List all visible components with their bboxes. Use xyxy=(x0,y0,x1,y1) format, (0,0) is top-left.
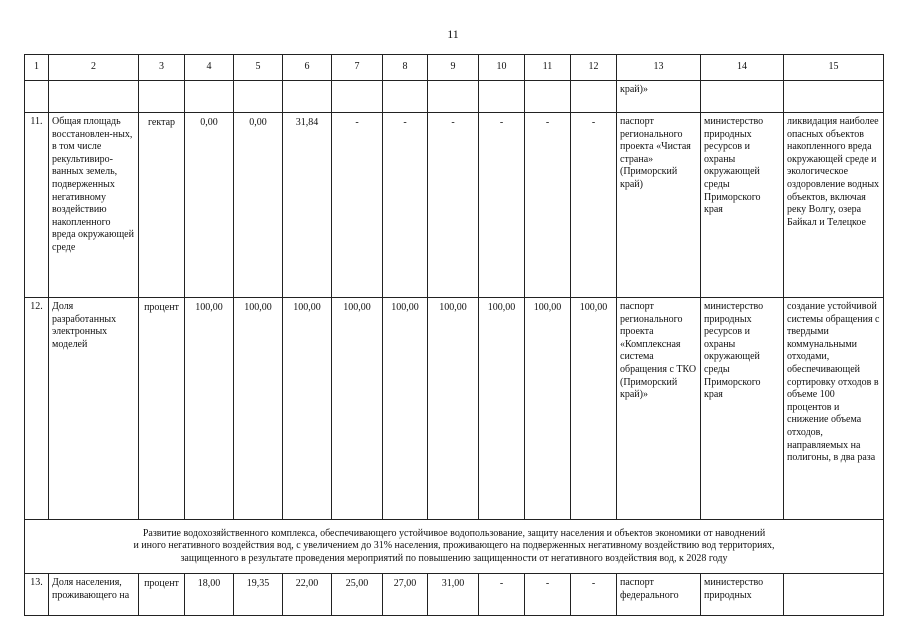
column-number-row xyxy=(25,55,884,81)
unit-cell: процент xyxy=(139,574,185,616)
value-cell: 0,00 xyxy=(185,113,234,298)
col-header-5: 5 xyxy=(234,55,283,81)
table-row xyxy=(25,298,884,520)
value-cell: - xyxy=(332,113,383,298)
source-cell: паспорт федерального xyxy=(617,574,701,616)
responsible-cell: министерство природных ресурсов и охраны окружающей среды Приморского края xyxy=(701,298,784,520)
indicator-name: Доля населения, проживающего на xyxy=(49,574,139,616)
value-cell: 100,00 xyxy=(383,298,428,520)
value-cell: 100,00 xyxy=(428,298,479,520)
unit-cell: процент xyxy=(139,298,185,520)
col-header-9: 9 xyxy=(428,55,479,81)
page-number: 11 xyxy=(447,27,459,41)
table-row xyxy=(25,113,884,298)
value-cell: - xyxy=(525,113,571,298)
col-header-10: 10 xyxy=(479,55,525,81)
source-cell: паспорт регионального проекта «Чистая страна» (Приморский край) xyxy=(617,113,701,298)
source-cell: паспорт регионального проекта «Комплексная система обращения с ТКО (Приморский край)» xyxy=(617,298,701,520)
row-number: 12. xyxy=(25,298,49,520)
value-cell: - xyxy=(571,113,617,298)
value-cell: 0,00 xyxy=(234,113,283,298)
value-cell: 22,00 xyxy=(283,574,332,616)
col-header-3: 3 xyxy=(139,55,185,81)
value-cell: 25,00 xyxy=(332,574,383,616)
col-header-11: 11 xyxy=(525,55,571,81)
value-cell: 19,35 xyxy=(234,574,283,616)
value-cell: 27,00 xyxy=(383,574,428,616)
col-header-4: 4 xyxy=(185,55,234,81)
value-cell: 100,00 xyxy=(185,298,234,520)
table-row xyxy=(25,574,884,616)
section-row xyxy=(25,520,884,574)
goal-cell xyxy=(784,574,884,616)
col-header-8: 8 xyxy=(383,55,428,81)
value-cell: - xyxy=(428,113,479,298)
value-cell: 100,00 xyxy=(234,298,283,520)
value-cell: - xyxy=(479,113,525,298)
section-title: Развитие водохозяйственного комплекса, обеспечивающего устойчивое водопользование, защиту населения и объектов экономики от наводнений и иного негативного воздействия вод, с увеличением до 31% населения, проживающего на подверженных негативному воздействию вод территориях, защищенного в результате проведения мероприятий по повышению защищенности от негативного воздействия вод, к 2028 году xyxy=(25,520,884,574)
goal-cell: ликвидация наиболее опасных объектов накопленного вреда окружающей среде и экологическое оздоровление водных объектов, включая реку Волгу, озера Байкал и Телецкое xyxy=(784,113,884,298)
col-header-6: 6 xyxy=(283,55,332,81)
indicators-table xyxy=(24,54,884,616)
value-cell: 100,00 xyxy=(332,298,383,520)
continuation-row xyxy=(25,81,884,113)
indicator-name: Общая площадь восстановлен-ных, в том числе рекультивиро-ванных земель, подверженных негативному воздействию накопленного вреда окружающей среде xyxy=(49,113,139,298)
value-cell: - xyxy=(383,113,428,298)
col-header-15: 15 xyxy=(784,55,884,81)
value-cell: 31,84 xyxy=(283,113,332,298)
value-cell: 100,00 xyxy=(283,298,332,520)
responsible-cell: министерство природных ресурсов и охраны окружающей среды Приморского края xyxy=(701,113,784,298)
value-cell: 18,00 xyxy=(185,574,234,616)
row-number: 11. xyxy=(25,113,49,298)
value-cell: - xyxy=(571,574,617,616)
col-header-12: 12 xyxy=(571,55,617,81)
col-header-13: 13 xyxy=(617,55,701,81)
value-cell: 100,00 xyxy=(479,298,525,520)
value-cell: - xyxy=(479,574,525,616)
value-cell: 100,00 xyxy=(571,298,617,520)
value-cell: - xyxy=(525,574,571,616)
col-header-2: 2 xyxy=(49,55,139,81)
value-cell: 31,00 xyxy=(428,574,479,616)
continuation-source-cell: край)» xyxy=(617,81,701,113)
col-header-1: 1 xyxy=(25,55,49,81)
col-header-14: 14 xyxy=(701,55,784,81)
row-number: 13. xyxy=(25,574,49,616)
unit-cell: гектар xyxy=(139,113,185,298)
col-header-7: 7 xyxy=(332,55,383,81)
goal-cell: создание устойчивой системы обращения с твердыми коммунальными отходами, обеспечивающей сортировку отходов в объеме 100 процентов и снижение объема отходов, направляемых на полигоны, в два раза xyxy=(784,298,884,520)
indicator-name: Доля разработанных электронных моделей xyxy=(49,298,139,520)
value-cell: 100,00 xyxy=(525,298,571,520)
responsible-cell: министерство природных xyxy=(701,574,784,616)
